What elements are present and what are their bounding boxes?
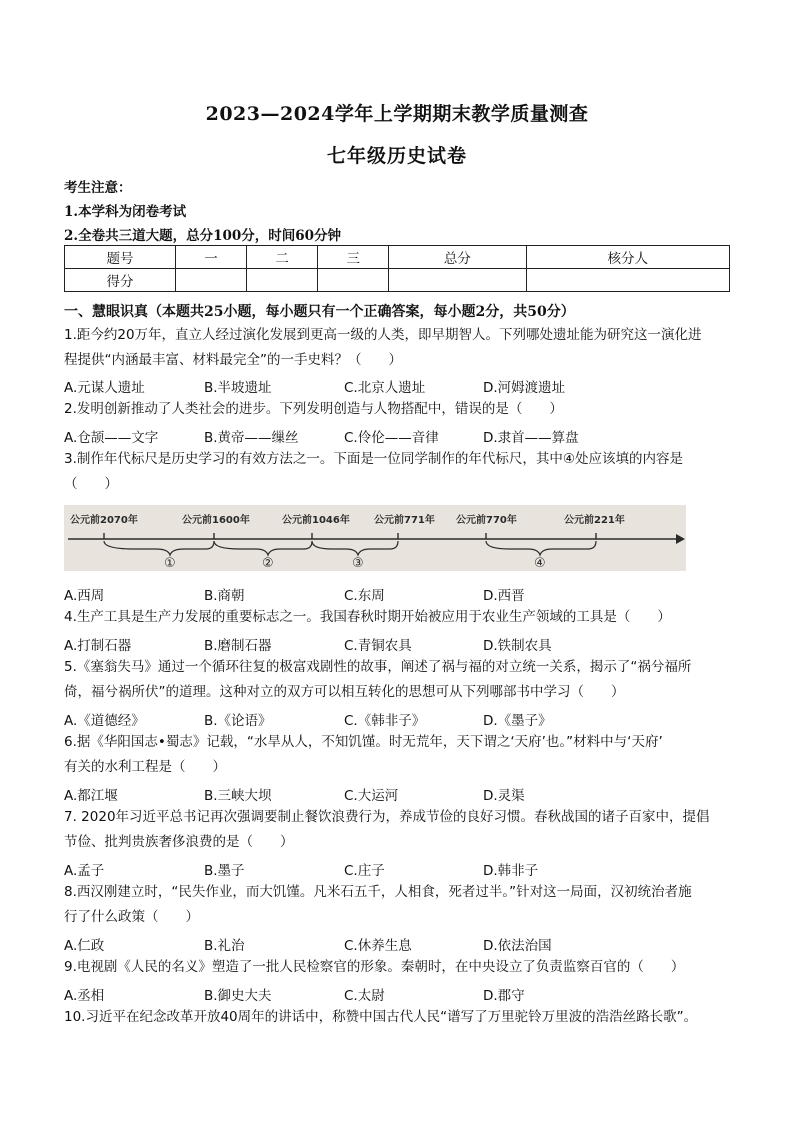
- question-line: 节俭、批判贵族奢侈浪费的是（ ）: [64, 834, 294, 850]
- option-c[interactable]: C.伶伦——音律: [344, 430, 439, 446]
- option-a[interactable]: A.孟子: [64, 863, 105, 879]
- option-b[interactable]: B.半坡遗址: [204, 380, 272, 396]
- score-table-header-row: [65, 246, 730, 269]
- option-b[interactable]: B.黄帝——缫丝: [204, 430, 299, 446]
- option-b[interactable]: B.《论语》: [204, 713, 272, 729]
- score-table-score-row: [65, 269, 730, 292]
- question-line: 4.生产工具是生产力发展的重要标志之一。我国春秋时期开始被应用于农业生产领域的工具是（ ）: [64, 609, 671, 625]
- option-b[interactable]: B.御史大夫: [204, 988, 272, 1004]
- option-a[interactable]: A.仁政: [64, 938, 105, 954]
- score-table: [64, 245, 730, 292]
- option-d[interactable]: D.河姆渡遗址: [483, 380, 566, 396]
- option-a[interactable]: A.元谋人遗址: [64, 380, 145, 396]
- question-line: 8.西汉刚建立时，“民失作业，而大饥馑。凡米石五千，人相食，死者过半。”针对这一局面，汉初统治者施: [64, 884, 692, 900]
- score-cell[interactable]: [389, 269, 526, 292]
- option-b[interactable]: B.商朝: [204, 588, 245, 604]
- timeline-marker: ④: [534, 556, 546, 571]
- score-header-cell: 二: [247, 246, 318, 269]
- option-d[interactable]: D.《墨子》: [483, 713, 552, 729]
- option-d[interactable]: D.灵渠: [483, 788, 525, 804]
- score-cell[interactable]: [318, 269, 389, 292]
- timeline-label: 公元前2070年: [70, 515, 138, 526]
- option-c[interactable]: C.休养生息: [344, 938, 412, 954]
- option-c[interactable]: C.青铜农具: [344, 638, 412, 654]
- question-6: [64, 730, 734, 780]
- timeline-figure: [64, 505, 686, 571]
- question-line: 7. 2020年习近平总书记再次强调要制止餐饮浪费行为，养成节俭的良好习惯。春秋战国的诸子百家中，提倡: [64, 809, 710, 825]
- timeline-label: 公元前771年: [374, 515, 435, 526]
- question-line: 10.习近平在纪念改革开放40周年的讲话中，称赞中国古代人民“谱写了万里驼铃万里波的浩浩丝路长歌”。: [64, 1009, 698, 1025]
- notice-item-1: 1.本学科为闭卷考试: [64, 204, 187, 220]
- timeline-label: 公元前1600年: [182, 515, 250, 526]
- question-line: 3.制作年代标尺是历史学习的有效方法之一。下面是一位同学制作的年代标尺，其中④处应该填的内容是: [64, 451, 683, 467]
- option-a[interactable]: A.丞相: [64, 988, 105, 1004]
- question-7: [64, 805, 734, 855]
- question-line: 倚，福兮祸所伏”的道理。这种对立的双方可以相互转化的思想可从下列哪部书中学习（ ）: [64, 684, 625, 700]
- section-title: 一、慧眼识真（本题共25小题，每小题只有一个正确答案，每小题2分，共50分）: [64, 304, 575, 320]
- question-10: [64, 1005, 734, 1030]
- option-d[interactable]: D.依法治国: [483, 938, 552, 954]
- option-a[interactable]: A.打制石器: [64, 638, 132, 654]
- question-line: 行了什么政策（ ）: [64, 909, 199, 925]
- question-line: 2.发明创新推动了人类社会的进步。下列发明创造与人物搭配中，错误的是（ ）: [64, 401, 563, 417]
- question-line: 1.距今约20万年，直立人经过演化发展到更高一级的人类，即早期智人。下列哪处遗址能为研究这一演化进: [64, 327, 702, 343]
- score-cell[interactable]: [176, 269, 247, 292]
- option-d[interactable]: D.郡守: [483, 988, 525, 1004]
- option-b[interactable]: B.墨子: [204, 863, 245, 879]
- option-d[interactable]: D.隶首——算盘: [483, 430, 579, 446]
- question-line: 6.据《华阳国志•蜀志》记载，“水旱从人，不知饥馑。时无荒年，天下谓之‘天府’也。”材料中与‘天府’: [64, 734, 663, 750]
- score-header-cell: 题号: [65, 246, 176, 269]
- score-cell[interactable]: [247, 269, 318, 292]
- question-3: [64, 447, 734, 497]
- notice-heading: 考生注意：: [64, 180, 132, 196]
- option-b[interactable]: B.三峡大坝: [204, 788, 272, 804]
- option-c[interactable]: C.《韩非子》: [344, 713, 426, 729]
- question-line: 有关的水利工程是（ ）: [64, 759, 226, 775]
- option-a[interactable]: A.都江堰: [64, 788, 118, 804]
- question-line: 5.《塞翁失马》通过一个循环往复的极富戏剧性的故事，阐述了祸与福的对立统一关系，揭示了“祸兮福所: [64, 659, 692, 675]
- question-line: （ ）: [64, 476, 118, 492]
- option-c[interactable]: C.北京人遗址: [344, 380, 426, 396]
- option-b[interactable]: B.磨制石器: [204, 638, 272, 654]
- option-d[interactable]: D.西晋: [483, 588, 525, 604]
- timeline-marker: ①: [164, 556, 176, 571]
- score-row-label: 得分: [65, 269, 176, 292]
- option-a[interactable]: A.仓颉——文字: [64, 430, 159, 446]
- timeline-marker: ②: [262, 556, 274, 571]
- timeline-label: 公元前1046年: [282, 515, 350, 526]
- option-a[interactable]: A.西周: [64, 588, 105, 604]
- question-2: [64, 397, 734, 422]
- exam-subtitle: 七年级历史试卷: [326, 145, 467, 167]
- option-b[interactable]: B.礼治: [204, 938, 245, 954]
- score-header-cell: 核分人: [526, 246, 730, 269]
- score-cell[interactable]: [526, 269, 730, 292]
- notice-item-2: 2.全卷共三道大题，总分100分，时间60分钟: [64, 228, 342, 244]
- option-c[interactable]: C.庄子: [344, 863, 385, 879]
- question-1: [64, 323, 734, 373]
- question-8: [64, 880, 734, 930]
- timeline-label: 公元前770年: [456, 515, 517, 526]
- option-c[interactable]: C.大运河: [344, 788, 399, 804]
- option-c[interactable]: C.太尉: [344, 988, 385, 1004]
- score-header-cell: 三: [318, 246, 389, 269]
- question-4: [64, 605, 734, 630]
- option-a[interactable]: A.《道德经》: [64, 713, 145, 729]
- question-line: 9.电视剧《人民的名义》塑造了一批人民检察官的形象。秦朝时，在中央设立了负责监察百官的（ ）: [64, 959, 685, 975]
- question-9: [64, 955, 734, 980]
- timeline-marker: ③: [352, 556, 364, 571]
- option-d[interactable]: D.韩非子: [483, 863, 539, 879]
- timeline-label: 公元前221年: [564, 515, 625, 526]
- exam-title: 2023—2024学年上学期期末教学质量测查: [205, 103, 589, 125]
- score-header-cell: 一: [176, 246, 247, 269]
- question-line: 程提供“内涵最丰富、材料最完全”的一手史料？（ ）: [64, 352, 402, 368]
- option-c[interactable]: C.东周: [344, 588, 385, 604]
- score-header-cell: 总分: [389, 246, 526, 269]
- option-d[interactable]: D.铁制农具: [483, 638, 552, 654]
- question-5: [64, 655, 734, 705]
